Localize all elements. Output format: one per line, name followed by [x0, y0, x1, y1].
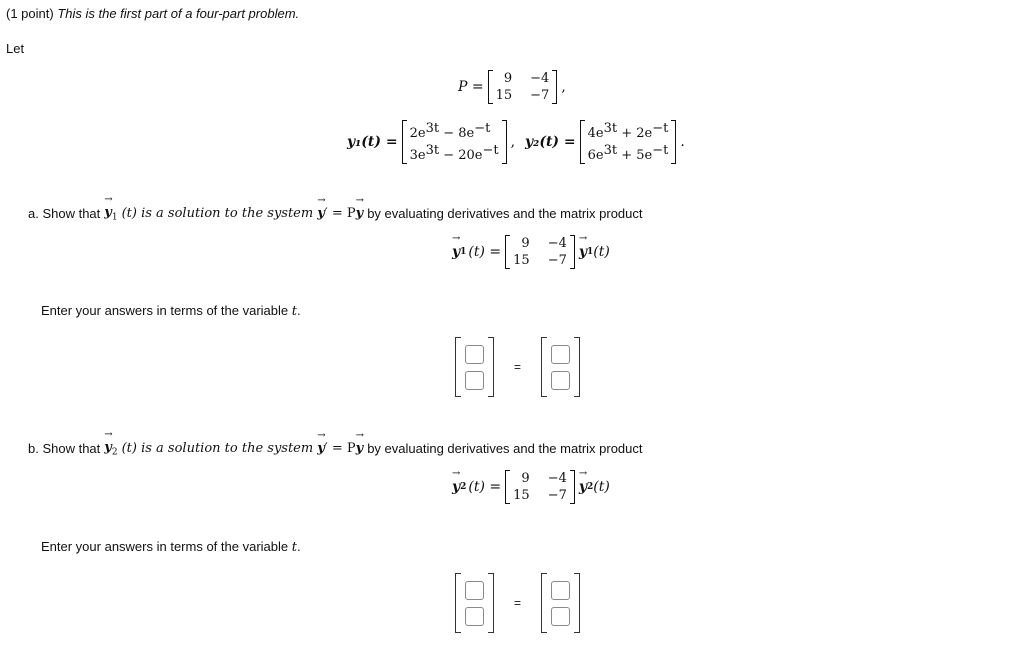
answer-b-rhs-top-input[interactable]	[551, 581, 570, 600]
answer-a-rhs-top-input[interactable]	[551, 345, 570, 364]
part-a-instruction: Enter your answers in terms of the variable t.	[41, 303, 301, 319]
answer-a-rhs-bottom-input[interactable]	[551, 371, 570, 390]
y2-entry-bottom: 6e3t + 5e−t	[587, 143, 669, 163]
part-a-prompt: a. Show that → $y_1$ (t) is a solution to the system → y′ = P→ y by evaluating derivatives and the matrix product	[28, 205, 643, 223]
matrix-entry: 15	[495, 88, 513, 103]
matrix-entry: −4	[530, 71, 550, 86]
let-label: Let	[6, 41, 25, 56]
problem-intro: This is the first part of a four-part problem.	[57, 6, 300, 21]
matrix-entry: 9	[503, 71, 513, 86]
part-b-prompt: b. Show that → $y_2$ (t) is a solution to the system → y′ = P→ y by evaluating derivatives and the matrix product	[28, 440, 643, 458]
solution-definitions	[347, 120, 685, 164]
matrix-p	[488, 70, 558, 104]
answer-a-lhs-bottom-input[interactable]	[465, 371, 484, 390]
matrix-entry: −7	[530, 88, 550, 103]
comma-separator: ,	[510, 134, 516, 150]
matrix-p-comma: ,	[561, 79, 566, 95]
part-b-instruction: Enter your answers in terms of the variable t.	[41, 539, 301, 555]
part-a-matrix-product: → y 1 (t) = 9 −4 15 −7 → y 1 (t)	[452, 235, 610, 269]
equals-sign: =	[514, 596, 522, 610]
answer-b-rhs-bottom-input[interactable]	[551, 607, 570, 626]
matrix-p-equation	[458, 70, 566, 104]
y2-label: y₂(t) =	[525, 134, 576, 150]
answer-b-lhs-top-input[interactable]	[465, 581, 484, 600]
points-label: (1 point)	[6, 6, 54, 21]
answer-a-lhs-top-input[interactable]	[465, 345, 484, 364]
matrix-p-label: P =	[458, 79, 484, 95]
part-b-answer	[455, 573, 580, 633]
answer-b-lhs-bottom-input[interactable]	[465, 607, 484, 626]
problem-header	[6, 6, 299, 21]
y1-entry-top: 2e3t − 8e−t	[409, 121, 491, 141]
part-a-answer	[455, 337, 580, 397]
period: .	[680, 134, 685, 150]
y2-vector	[580, 120, 677, 164]
part-b-matrix-product: → y 2 (t) = 9 −4 15 −7 → y 2 (t)	[452, 470, 610, 504]
matrix-p: 9 −4 15 −7	[505, 235, 575, 269]
y1-label: y₁(t) =	[347, 134, 398, 150]
matrix-p: 9 −4 15 −7	[505, 470, 575, 504]
y2-entry-top: 4e3t + 2e−t	[587, 121, 669, 141]
y1-entry-bottom: 3e3t − 20e−t	[409, 143, 499, 163]
equals-sign: =	[514, 360, 522, 374]
y1-vector	[402, 120, 507, 164]
